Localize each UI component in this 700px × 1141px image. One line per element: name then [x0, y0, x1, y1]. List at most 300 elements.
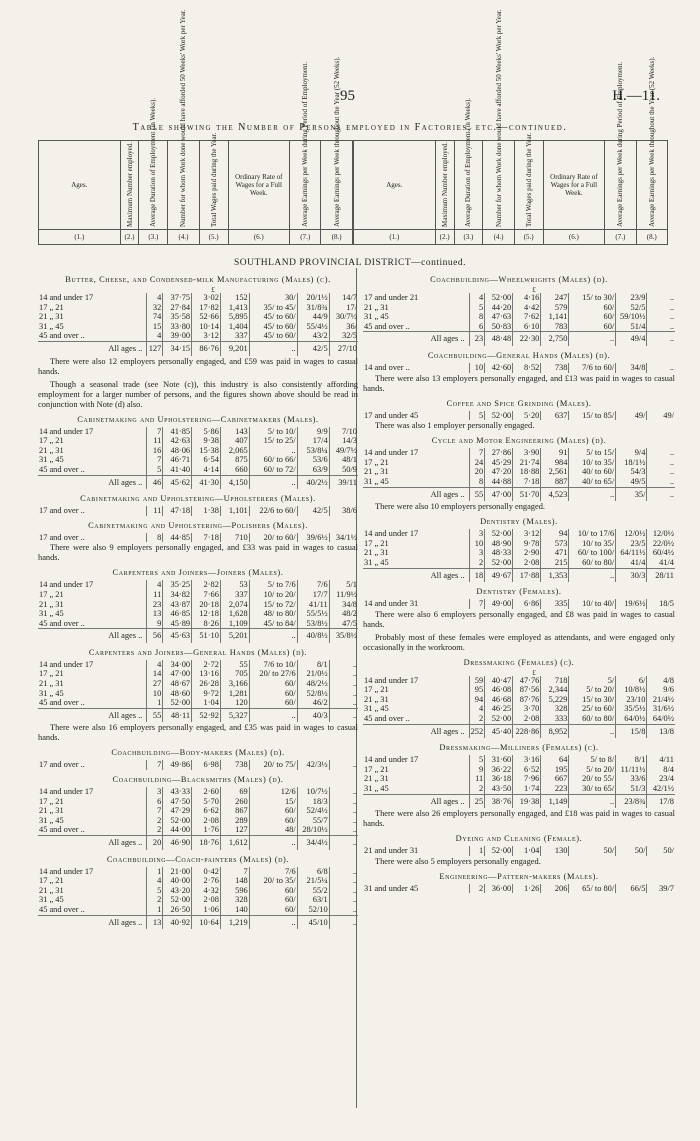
value-cell: 19/6½ [616, 599, 647, 609]
value-cell: 206 [541, 884, 569, 894]
value-cell: 48/ to 80/ [249, 609, 297, 619]
age-cell: 21 „ 31 [363, 548, 469, 558]
value-cell: .. [569, 332, 616, 346]
value-cell: 53/6 [297, 455, 329, 465]
col-num: (7.) [290, 230, 321, 245]
value-cell: 60/ to 72/ [249, 465, 297, 475]
table-row [363, 558, 675, 568]
age-cell: 14 and under 31 [363, 599, 469, 609]
value-cell: 12/0½ [616, 529, 647, 539]
value-cell: .. [352, 659, 357, 669]
age-cell: 14 and under 17 [363, 529, 469, 539]
section-title: Carpenters and Joiners—General Hands (Males) (d). [88, 647, 308, 657]
value-cell: 21/5¼ [297, 876, 329, 886]
value-cell: 86·76 [192, 341, 221, 355]
age-cell: All ages .. [38, 341, 147, 355]
age-cell: All ages .. [363, 724, 469, 738]
value-cell: 48·60 [163, 689, 192, 699]
table-row [38, 465, 358, 475]
value-cell: .. [669, 321, 674, 331]
value-cell: 60/4½ [652, 548, 674, 558]
value-cell: .. [352, 806, 357, 816]
col-num: (7.) [605, 230, 636, 245]
value-cell: 4 [469, 293, 485, 303]
value-cell: 5 [147, 465, 163, 475]
value-cell: 7·66 [192, 590, 221, 600]
value-cell: 38/6 [342, 506, 357, 516]
value-cell: 5 [469, 303, 485, 313]
value-cell: 4,150 [220, 475, 249, 489]
section-note: Probably most of these females were employed as attendants, and were engaged only occasionally in the workroom. [363, 632, 675, 652]
value-cell: 718 [541, 676, 569, 686]
table-row [38, 816, 358, 826]
value-cell: 31/8¾ [297, 303, 329, 313]
section-title: Coachbuilding—Blacksmiths (Males) (d). [112, 775, 284, 785]
value-cell: 34/8 [342, 599, 357, 609]
table-row [38, 580, 358, 590]
table-row [363, 312, 675, 322]
value-cell: 46/2 [297, 698, 329, 708]
value-cell: 2,065 [220, 446, 249, 456]
col-num: (5.) [199, 230, 228, 245]
age-cell: 31 „ 45 [363, 558, 469, 568]
value-cell: 1 [147, 905, 163, 915]
value-cell: 38·76 [485, 794, 513, 808]
age-cell: 21 „ 31 [363, 774, 469, 784]
value-cell: 2·90 [513, 548, 541, 558]
table-row [38, 609, 358, 619]
section-title: Cabinetmaking and Upholstering—Upholsterers (Males). [80, 494, 316, 504]
value-cell: 42·60 [485, 363, 513, 373]
age-cell: 17 „ 21 [363, 685, 469, 695]
value-cell: 31·60 [485, 755, 513, 765]
table-row [38, 312, 358, 322]
value-cell: 2 [469, 558, 485, 568]
age-cell: 45 and over .. [38, 465, 147, 475]
value-cell: 4 [147, 293, 163, 303]
value-cell: 1·04 [192, 698, 221, 708]
age-cell: 17 „ 21 [363, 458, 469, 468]
table-row [363, 599, 675, 609]
table-row [363, 774, 675, 784]
col-total-wages-2: Total Wages paid during the Year. [524, 132, 533, 227]
value-cell: 407 [220, 436, 249, 446]
value-cell: 55/7 [297, 816, 329, 826]
value-cell: 64 [541, 755, 569, 765]
value-cell: 52/10 [297, 905, 329, 915]
value-cell: 710 [220, 533, 249, 543]
table-title: Table showing the Number of Persons employed in Factories, etc.—continued. [132, 122, 568, 133]
value-cell: 1,219 [220, 915, 249, 929]
table-row [363, 411, 675, 421]
table-row [363, 303, 675, 313]
value-cell: 1,404 [220, 322, 249, 332]
value-cell: 15·38 [192, 446, 221, 456]
age-cell: 17 „ 21 [38, 436, 147, 446]
value-cell: 2,561 [541, 467, 569, 477]
value-cell: 5/ to 20/ [569, 685, 616, 695]
value-cell: 47·00 [485, 487, 513, 501]
value-cell: 48·33 [485, 548, 513, 558]
value-cell: 23/10 [616, 695, 647, 705]
value-cell: 45·40 [485, 724, 513, 738]
value-cell: 1 [147, 867, 163, 877]
value-cell: 44/9 [297, 312, 329, 322]
value-cell: 4 [147, 660, 163, 670]
value-cell: 48/2½ [297, 679, 329, 689]
value-cell: 28/11 [647, 568, 675, 582]
value-cell: 25/ to 60/ [569, 704, 616, 714]
value-cell: 50/ [663, 846, 674, 856]
age-cell: 31 „ 45 [38, 455, 147, 465]
col-avg-earnings-employment: Average Earnings per Week during Period of Employment. [301, 61, 310, 227]
table-row [38, 787, 358, 797]
table-row [38, 619, 358, 629]
section-title: Cabinetmaking and Upholstering—Polishers (Males). [88, 520, 308, 530]
col-ordinary-rate-2: Ordinary Rate of Wages for a Full Week. [543, 141, 605, 230]
value-cell: 45·29 [485, 458, 513, 468]
section-note: There were also 26 employers personally engaged, and £18 was paid in wages to casual hands. [363, 809, 675, 829]
table-row [363, 293, 675, 303]
value-cell: 9 [147, 619, 163, 629]
value-cell: 2·82 [192, 580, 221, 590]
table-row [38, 825, 358, 835]
value-cell: 1·04 [513, 846, 541, 856]
value-cell: .. [352, 866, 357, 876]
value-cell: 10 [147, 689, 163, 699]
age-cell: 17 „ 21 [38, 590, 147, 600]
value-cell: 52·00 [485, 714, 513, 724]
section-table [38, 760, 358, 770]
value-cell: 37·75 [163, 293, 192, 303]
value-cell: 660 [220, 465, 249, 475]
age-cell: 31 „ 45 [363, 784, 469, 794]
value-cell: 40·00 [163, 876, 192, 886]
value-cell: 152 [220, 293, 249, 303]
value-cell: 8/1 [297, 660, 329, 670]
value-cell: 11/11½ [616, 765, 647, 775]
value-cell: 36·00 [485, 884, 513, 894]
section-table [363, 293, 675, 346]
value-cell: 2·08 [192, 895, 221, 905]
value-cell: 596 [220, 886, 249, 896]
value-cell: 1,101 [220, 506, 249, 516]
value-cell: 31/6½ [652, 704, 674, 714]
value-cell: .. [647, 487, 675, 501]
value-cell: 12·18 [192, 609, 221, 619]
age-cell: 14 and under 17 [363, 755, 469, 765]
table-row [363, 765, 675, 775]
value-cell: .. [249, 341, 297, 355]
value-cell: 45/ to 60/ [249, 331, 297, 341]
age-cell: 17 and under 45 [363, 411, 469, 421]
table-row [38, 679, 358, 689]
value-cell: 52·92 [192, 708, 221, 722]
value-cell: 22/0½ [652, 538, 674, 548]
age-cell: 31 „ 45 [38, 609, 147, 619]
value-cell: 2,750 [541, 332, 569, 346]
section-note: There was also 1 employer personally engaged. [375, 421, 535, 431]
section-table [363, 846, 675, 856]
value-cell: 2·08 [513, 558, 541, 568]
value-cell: 52·00 [485, 529, 513, 539]
col-avg-earnings-employment-2: Average Earnings per Week during Period of Employment. [616, 61, 625, 227]
table-row [363, 714, 675, 724]
value-cell: 34/4½ [297, 836, 329, 850]
value-cell: 94 [469, 695, 485, 705]
age-cell: 31 and under 45 [363, 884, 469, 894]
value-cell: 55 [220, 660, 249, 670]
value-cell: 195 [541, 765, 569, 775]
value-cell: 44·85 [163, 533, 192, 543]
value-cell: 18·76 [192, 836, 221, 850]
value-cell: 20/ to 60/ [249, 533, 297, 543]
age-cell: 14 and under 17 [38, 787, 147, 797]
age-cell: 17 „ 21 [38, 669, 147, 679]
value-cell: 18/3 [297, 797, 329, 807]
value-cell: 143 [220, 427, 249, 437]
value-cell: 60/ [569, 312, 616, 322]
total-row [363, 568, 675, 582]
value-cell: 9/9 [297, 427, 329, 437]
value-cell: 8·52 [513, 363, 541, 373]
age-cell: All ages .. [38, 475, 147, 489]
age-cell: 17 and over .. [38, 506, 147, 516]
value-cell: 10·14 [192, 322, 221, 332]
table-row [38, 506, 358, 516]
value-cell: 51/3 [616, 784, 647, 794]
col-num: (2.) [435, 230, 454, 245]
value-cell: 2 [147, 816, 163, 826]
age-cell: 14 and under 17 [363, 448, 469, 458]
value-cell: .. [352, 876, 357, 886]
table-row [38, 293, 358, 303]
value-cell: 60/ [569, 322, 616, 332]
value-cell: .. [569, 487, 616, 501]
col-num: (3.) [454, 230, 483, 245]
value-cell: 65/ to 80/ [569, 884, 616, 894]
section-table [363, 411, 675, 421]
value-cell: 5·20 [513, 411, 541, 421]
value-cell: 49/ [663, 410, 674, 420]
value-cell: 51/4 [616, 322, 647, 332]
value-cell: 335 [541, 599, 569, 609]
table-row [363, 695, 675, 705]
page-header [0, 88, 700, 108]
value-cell: 47·00 [163, 669, 192, 679]
value-cell: 46·68 [485, 695, 513, 705]
value-cell: 49/4 [616, 332, 647, 346]
value-cell: 6/8 [297, 867, 329, 877]
value-cell: .. [249, 708, 297, 722]
value-cell: 49·86 [163, 760, 192, 770]
value-cell: 15/ to 30/ [569, 293, 616, 303]
value-cell: .. [352, 760, 357, 770]
col-num: (8.) [636, 230, 667, 245]
value-cell: 1,628 [220, 609, 249, 619]
value-cell: 11 [147, 506, 163, 516]
age-cell: 21 „ 31 [38, 600, 147, 610]
section-title: Dentistry (Females). [476, 587, 562, 597]
pound-sign: £ [532, 668, 536, 677]
value-cell: 783 [541, 322, 569, 332]
value-cell: 5/ to 8/ [569, 755, 616, 765]
value-cell: 7 [147, 806, 163, 816]
pound-sign: £ [532, 286, 536, 294]
value-cell: 94 [541, 529, 569, 539]
value-cell: 2 [469, 714, 485, 724]
age-cell: 31 „ 45 [363, 704, 469, 714]
value-cell: 2·72 [192, 660, 221, 670]
value-cell: 3·12 [192, 331, 221, 341]
table-row [363, 755, 675, 765]
value-cell: 48/2 [342, 609, 357, 619]
value-cell: 52·00 [485, 558, 513, 568]
age-cell: 17 „ 21 [38, 797, 147, 807]
section-title: Carpenters and Joiners—Joiners (Males). [112, 568, 284, 578]
value-cell: 6·62 [192, 806, 221, 816]
page-number: 95 [340, 88, 355, 104]
age-cell: 17 „ 21 [38, 303, 147, 313]
age-cell: 31 „ 45 [38, 816, 147, 826]
age-cell: 17 „ 21 [38, 876, 147, 886]
value-cell: 27 [147, 679, 163, 689]
value-cell: 1,612 [220, 836, 249, 850]
value-cell: 7/6 [249, 867, 297, 877]
value-cell: 28/10½ [297, 825, 329, 835]
value-cell: 127 [147, 341, 163, 355]
value-cell: 1,149 [541, 794, 569, 808]
value-cell: 867 [220, 806, 249, 816]
value-cell: 45/ to 60/ [249, 312, 297, 322]
value-cell: 10 [469, 363, 485, 373]
value-cell: 6·10 [513, 322, 541, 332]
value-cell: 30/ to 65/ [569, 784, 616, 794]
value-cell: 5 [469, 411, 485, 421]
section-title: Engineering—Pattern-makers (Males). [439, 871, 599, 881]
value-cell: 471 [541, 548, 569, 558]
value-cell: 59/10½ [616, 312, 647, 322]
value-cell: 5/ to 15/ [569, 448, 616, 458]
value-cell: 55/4½ [297, 322, 329, 332]
section-table [38, 787, 358, 850]
value-cell: 1,413 [220, 303, 249, 313]
value-cell: 10/ to 35/ [569, 458, 616, 468]
value-cell: 2,344 [541, 685, 569, 695]
value-cell: 22·30 [513, 332, 541, 346]
value-cell: 49/ [616, 411, 647, 421]
value-cell: 875 [220, 455, 249, 465]
age-cell: 31 „ 45 [38, 322, 147, 332]
section-table [38, 533, 358, 543]
value-cell: 60/ [249, 816, 297, 826]
value-cell: 252 [469, 724, 485, 738]
section-title: Coffee and Spice Grinding (Males). [446, 398, 592, 408]
section-note: There were also 12 employers personally engaged, and £59 was paid in wages to casual hands. [38, 356, 358, 376]
table-row [363, 685, 675, 695]
value-cell: 1·26 [513, 884, 541, 894]
value-cell: 11 [147, 590, 163, 600]
col-num: (5.) [514, 230, 543, 245]
value-cell: .. [569, 724, 616, 738]
value-cell: 51·10 [192, 629, 221, 643]
age-cell: 17 „ 21 [363, 765, 469, 775]
value-cell: 573 [541, 539, 569, 549]
value-cell: 4·16 [513, 293, 541, 303]
value-cell: 1·06 [192, 905, 221, 915]
age-cell: All ages .. [38, 836, 147, 850]
value-cell: .. [352, 688, 357, 698]
value-cell: 20·18 [192, 600, 221, 610]
col-max-employed-2: Maximum Number employed. [440, 141, 449, 227]
total-row [363, 724, 675, 738]
value-cell: 10/ to 40/ [569, 599, 616, 609]
value-cell: 1,281 [220, 689, 249, 699]
value-cell: 2·76 [192, 876, 221, 886]
pound-sign: £ [211, 286, 215, 294]
value-cell: 4/11 [659, 755, 674, 765]
value-cell: 47·20 [485, 467, 513, 477]
section-note: There were also 5 employers personally engaged. [375, 856, 541, 866]
value-cell: 17/4 [297, 436, 329, 446]
value-cell: 60/ [249, 886, 297, 896]
total-row [38, 915, 358, 929]
table-row [38, 660, 358, 670]
value-cell: .. [647, 332, 675, 346]
value-cell: 30/7½ [335, 312, 357, 322]
value-cell: .. [352, 815, 357, 825]
value-cell: 1·74 [513, 784, 541, 794]
value-cell: 9/6 [663, 685, 674, 695]
left-column [38, 270, 358, 929]
value-cell: .. [352, 904, 357, 914]
section-title: Butter, Cheese, and Condensed-milk Manufacturing (Males) (c). [65, 275, 331, 284]
value-cell: 47·76 [513, 676, 541, 686]
value-cell: 5,229 [541, 695, 569, 705]
value-cell: 36·22 [485, 765, 513, 775]
value-cell: 260 [220, 797, 249, 807]
value-cell: 34/8 [616, 363, 647, 373]
section-table [363, 529, 675, 582]
col-50-weeks: Number for whom Work done would have afforded 50 Weeks' Work per Year. [179, 9, 188, 227]
value-cell: 33·80 [163, 322, 192, 332]
value-cell: 60/ [249, 679, 297, 689]
value-cell: 333 [541, 714, 569, 724]
value-cell: 66/5 [616, 884, 647, 894]
value-cell: 52·66 [192, 312, 221, 322]
section-note: There were also 9 employers personally engaged, and £33 was paid in wages to casual hands. [38, 543, 358, 563]
value-cell: .. [352, 796, 357, 806]
value-cell: 23/8¾ [616, 794, 647, 808]
value-cell: 4,523 [541, 487, 569, 501]
age-cell: 17 and under 21 [363, 293, 469, 303]
value-cell: .. [352, 825, 357, 835]
table-row [363, 846, 675, 856]
value-cell: 32 [147, 303, 163, 313]
total-row [38, 475, 358, 489]
value-cell: 41/4 [659, 557, 674, 567]
value-cell: 887 [541, 477, 569, 487]
value-cell: 45/10 [297, 915, 329, 929]
value-cell: 13 [147, 915, 163, 929]
value-cell: 15/ to 25/ [249, 436, 297, 446]
section-note: There were also 6 employers personally engaged, and £8 was paid in wages to casual hands. [363, 609, 675, 629]
col-ages: Ages. [39, 141, 121, 230]
section-title: Cabinetmaking and Upholstering—Cabinetmakers (Males). [77, 414, 319, 424]
value-cell: .. [669, 467, 674, 477]
col-50-weeks-2: Number for whom Work done would have afforded 50 Weeks' Work per Year. [494, 9, 503, 227]
col-num: (6.) [228, 230, 290, 245]
